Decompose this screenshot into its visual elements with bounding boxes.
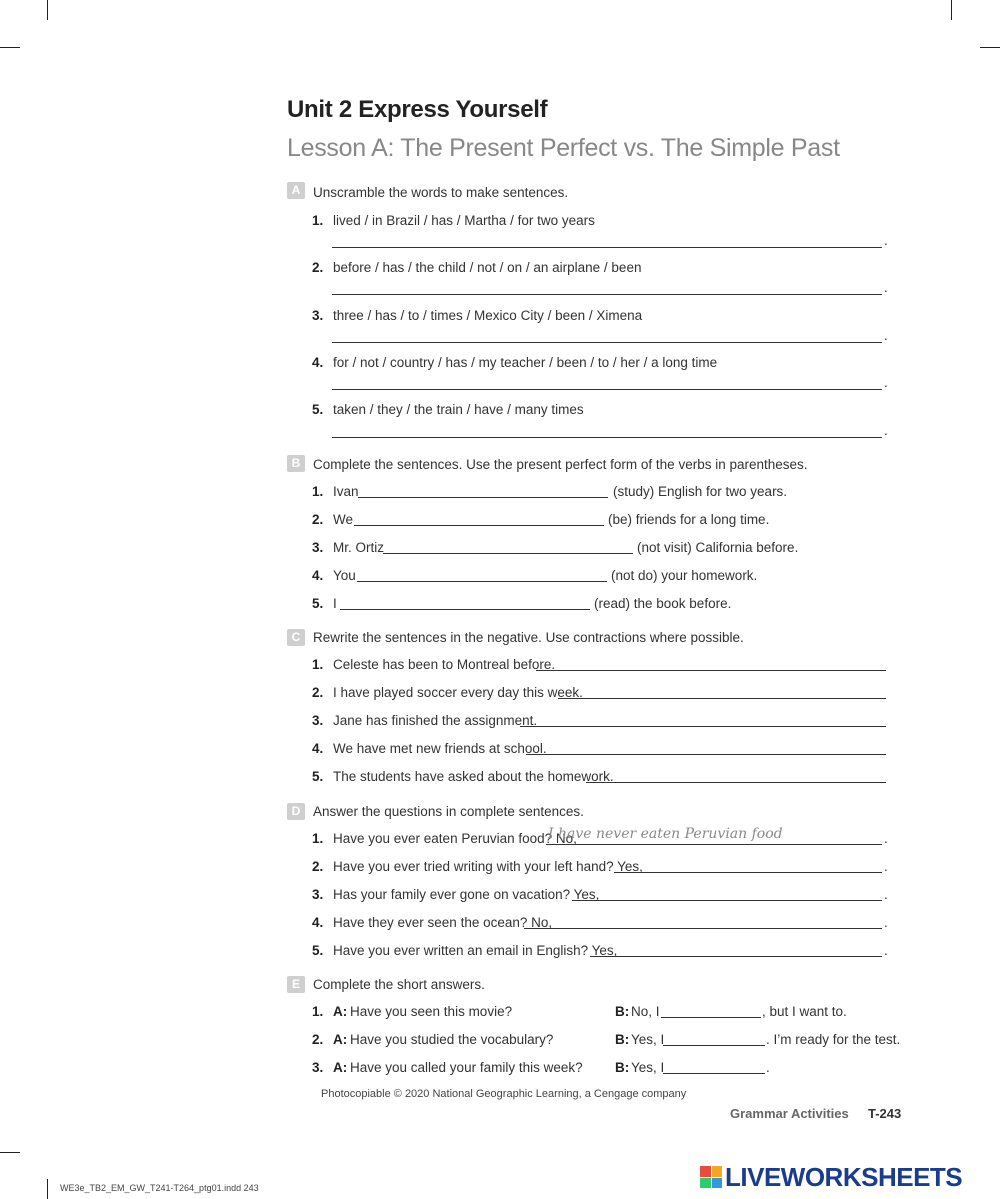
page-number: T-243: [868, 1106, 902, 1121]
section-d-item-number: 3.: [312, 887, 324, 902]
section-a-item-number: 4.: [312, 355, 324, 370]
logo-square: [700, 1178, 711, 1189]
section-b-item-before: Mr. Ortiz: [333, 540, 384, 555]
section-a-item-text: three / has / to / times / Mexico City / been / Ximena: [333, 308, 643, 323]
section-b-item-number: 4.: [312, 568, 324, 583]
section-c-badge: C: [287, 629, 305, 646]
section-e-instruction: Complete the short answers.: [313, 977, 485, 992]
copyright-notice: Photocopiable © 2020 National Geographic Learning, a Cengage company: [321, 1088, 687, 1100]
section-a-item-text: before / has / the child / not / on / an airplane / been: [333, 260, 642, 275]
section-c-item-number: 5.: [312, 769, 324, 784]
section-label: Grammar Activities: [730, 1106, 849, 1121]
section-d-item-number: 4.: [312, 915, 324, 930]
section-c-item-text: We have met new friends at school.: [333, 741, 547, 756]
speaker-b-before: Yes, I: [631, 1032, 665, 1047]
section-a-item-number: 1.: [312, 213, 324, 228]
logo-square: [712, 1178, 723, 1189]
crop-mark: [47, 1179, 48, 1199]
section-d-item-number: 2.: [312, 859, 324, 874]
unit-title: Unit 2 Express Yourself: [287, 96, 548, 123]
section-b-item-number: 1.: [312, 484, 324, 499]
section-b-badge: B: [287, 455, 305, 472]
crop-mark: [951, 0, 952, 20]
section-c-item-text: I have played soccer every day this week.: [333, 685, 583, 700]
section-a-badge: A: [287, 182, 305, 199]
answer-line[interactable]: [520, 726, 886, 727]
speaker-a-question: Have you called your family this week?: [350, 1060, 583, 1075]
speaker-b-label: B:: [615, 1032, 630, 1047]
section-a-instruction: Unscramble the words to make sentences.: [313, 185, 569, 200]
section-b-instruction: Complete the sentences. Use the present perfect form of the verbs in parentheses.: [313, 457, 808, 472]
section-a-item-text: for / not / country / has / my teacher / been / to / her / a long time: [333, 355, 718, 370]
section-c-item-text: Jane has finished the assignment.: [333, 713, 538, 728]
section-e-item-number: 2.: [312, 1032, 324, 1047]
crop-mark: [980, 47, 1000, 48]
section-b-item-before: I: [333, 596, 337, 611]
section-e-item-number: 1.: [312, 1004, 324, 1019]
section-d-item-question: Have you ever written an email in English? Yes,: [333, 943, 618, 958]
speaker-b-label: B:: [615, 1060, 630, 1075]
answer-line[interactable]: [332, 294, 882, 295]
liveworksheets-logo[interactable]: [700, 1162, 962, 1192]
section-d-item-question: Have they ever seen the ocean? No,: [333, 915, 553, 930]
answer-line[interactable]: [354, 525, 604, 526]
logo-square: [700, 1166, 711, 1177]
section-b-item-number: 3.: [312, 540, 324, 555]
section-e-badge: E: [287, 976, 305, 993]
section-d-item-question: Have you ever eaten Peruvian food? No,: [333, 831, 577, 846]
answer-line[interactable]: [546, 844, 882, 845]
answer-line[interactable]: [536, 670, 886, 671]
section-b-item-after: (study) English for two years.: [613, 484, 788, 499]
section-d-item-question: Has your family ever gone on vacation? Yes,: [333, 887, 600, 902]
answer-line[interactable]: [357, 581, 607, 582]
section-b-item-before: We: [333, 512, 354, 527]
answer-line[interactable]: [332, 437, 882, 438]
speaker-b-after: . I’m ready for the test.: [766, 1032, 901, 1047]
answer-line[interactable]: [663, 1073, 765, 1074]
speaker-a-label: A:: [333, 1060, 348, 1075]
answer-line[interactable]: [332, 389, 882, 390]
section-d-item-number: 1.: [312, 831, 324, 846]
speaker-b-after: .: [766, 1060, 770, 1075]
section-c-instruction: Rewrite the sentences in the negative. Use contractions where possible.: [313, 630, 744, 645]
crop-mark: [47, 0, 48, 20]
section-c-item-number: 4.: [312, 741, 324, 756]
speaker-a-label: A:: [333, 1004, 348, 1019]
answer-line[interactable]: [663, 1045, 765, 1046]
section-e-item-number: 3.: [312, 1060, 324, 1075]
speaker-b-before: No, I: [631, 1004, 660, 1019]
file-name: WE3e_TB2_EM_GW_T241-T264_ptg01.indd 243: [60, 1183, 259, 1193]
logo-text: LIVEWORKSHEETS: [725, 1161, 963, 1192]
section-a-item-number: 3.: [312, 308, 324, 323]
section-a-item-text: taken / they / the train / have / many times: [333, 402, 584, 417]
section-b-item-before: Ivan: [333, 484, 359, 499]
section-b-item-after: (read) the book before.: [594, 596, 732, 611]
section-c-item-text: Celeste has been to Montreal before.: [333, 657, 556, 672]
answer-line[interactable]: [524, 928, 882, 929]
answer-line[interactable]: [614, 872, 882, 873]
section-d-badge: D: [287, 803, 305, 820]
section-a-item-number: 2.: [312, 260, 324, 275]
answer-line[interactable]: [332, 342, 882, 343]
section-b-item-after: (be) friends for a long time.: [608, 512, 770, 527]
section-c-item-number: 1.: [312, 657, 324, 672]
answer-line[interactable]: [332, 247, 882, 248]
speaker-a-question: Have you seen this movie?: [350, 1004, 513, 1019]
answer-line[interactable]: [340, 609, 590, 610]
answer-line[interactable]: [558, 698, 886, 699]
answer-line[interactable]: [590, 956, 882, 957]
speaker-b-before: Yes, I: [631, 1060, 665, 1075]
section-d-answer-example: I have never eaten Peruvian food: [548, 826, 783, 842]
section-d-item-number: 5.: [312, 943, 324, 958]
answer-line[interactable]: [586, 782, 886, 783]
section-c-item-text: The students have asked about the homework.: [333, 769, 614, 784]
lesson-subtitle: Lesson A: The Present Perfect vs. The Simple Past: [287, 134, 840, 162]
answer-line[interactable]: [358, 497, 608, 498]
section-a-item-number: 5.: [312, 402, 324, 417]
section-b-item-number: 5.: [312, 596, 324, 611]
section-c-item-number: 2.: [312, 685, 324, 700]
answer-line[interactable]: [572, 900, 882, 901]
logo-icon: [700, 1166, 722, 1188]
answer-line[interactable]: [661, 1017, 761, 1018]
logo-square: [712, 1166, 723, 1177]
speaker-a-label: A:: [333, 1032, 348, 1047]
section-b-item-after: (not visit) California before.: [637, 540, 799, 555]
section-d-instruction: Answer the questions in complete sentences.: [313, 804, 584, 819]
crop-mark: [0, 1152, 20, 1153]
section-b-item-after: (not do) your homework.: [611, 568, 758, 583]
section-a-item-text: lived / in Brazil / has / Martha / for two years: [333, 213, 595, 228]
speaker-b-after: , but I want to.: [762, 1004, 847, 1019]
crop-mark: [0, 47, 20, 48]
answer-line[interactable]: [383, 553, 633, 554]
section-d-item-question: Have you ever tried writing with your left hand? Yes,: [333, 859, 643, 874]
section-b-item-number: 2.: [312, 512, 324, 527]
section-c-item-number: 3.: [312, 713, 324, 728]
answer-line[interactable]: [526, 754, 886, 755]
speaker-b-label: B:: [615, 1004, 630, 1019]
speaker-a-question: Have you studied the vocabulary?: [350, 1032, 554, 1047]
section-b-item-before: You: [333, 568, 356, 583]
